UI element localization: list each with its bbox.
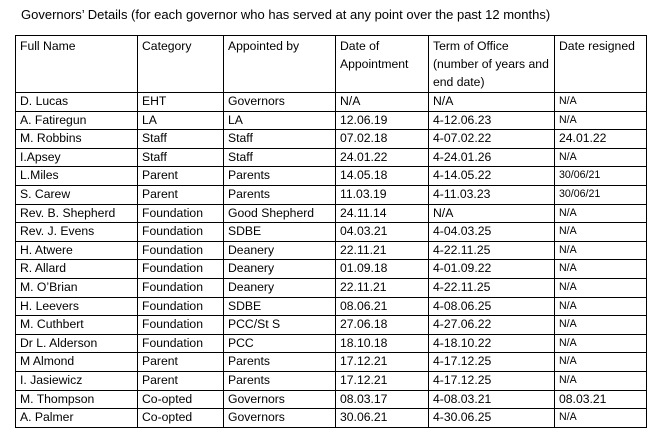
- cell-date-of-appointment: 11.03.19: [336, 185, 429, 204]
- table-row: [16, 278, 647, 297]
- column-header-category: Category: [138, 36, 224, 93]
- cell-full-name: Rev. B. Shepherd: [16, 204, 138, 223]
- table-row: [16, 204, 647, 223]
- cell-appointed-by: SDBE: [224, 297, 336, 316]
- cell-full-name: H. Atwere: [16, 241, 138, 260]
- cell-category: Parent: [138, 185, 224, 204]
- cell-term-of-office: 4-24.01.26: [429, 148, 555, 167]
- cell-date-resigned: N/A: [555, 148, 647, 167]
- column-header-date-of-appointment: Date of Appointment: [336, 36, 429, 93]
- table-row: [16, 260, 647, 279]
- cell-date-of-appointment: 30.06.21: [336, 409, 429, 428]
- table-row: [16, 334, 647, 353]
- cell-date-resigned: N/A: [555, 223, 647, 242]
- cell-term-of-office: 4-08.03.21: [429, 390, 555, 409]
- cell-date-resigned: 30/06/21: [555, 167, 647, 186]
- cell-term-of-office: 4-30.06.25: [429, 409, 555, 428]
- cell-category: Co-opted: [138, 390, 224, 409]
- cell-appointed-by: Parents: [224, 185, 336, 204]
- table-row: [16, 353, 647, 372]
- cell-date-of-appointment: 27.06.18: [336, 316, 429, 335]
- table-row: [16, 223, 647, 242]
- cell-date-resigned: 24.01.22: [555, 130, 647, 149]
- cell-date-resigned: N/A: [555, 278, 647, 297]
- cell-full-name: A. Fatiregun: [16, 111, 138, 130]
- cell-term-of-office: 4-14.05.22: [429, 167, 555, 186]
- cell-date-of-appointment: 12.06.19: [336, 111, 429, 130]
- cell-date-resigned: 30/06/21: [555, 185, 647, 204]
- cell-date-of-appointment: 14.05.18: [336, 167, 429, 186]
- cell-full-name: A. Palmer: [16, 409, 138, 428]
- cell-appointed-by: Deanery: [224, 241, 336, 260]
- cell-date-resigned: N/A: [555, 409, 647, 428]
- cell-category: Parent: [138, 371, 224, 390]
- cell-term-of-office: 4-08.06.25: [429, 297, 555, 316]
- cell-term-of-office: N/A: [429, 93, 555, 112]
- cell-category: Foundation: [138, 316, 224, 335]
- cell-date-of-appointment: 24.11.14: [336, 204, 429, 223]
- cell-term-of-office: 4-11.03.23: [429, 185, 555, 204]
- cell-category: EHT: [138, 93, 224, 112]
- table-row: [16, 148, 647, 167]
- cell-term-of-office: 4-17.12.25: [429, 353, 555, 372]
- column-header-appointed-by: Appointed by: [224, 36, 336, 93]
- cell-date-of-appointment: 22.11.21: [336, 241, 429, 260]
- cell-appointed-by: LA: [224, 111, 336, 130]
- cell-date-resigned: N/A: [555, 371, 647, 390]
- cell-date-of-appointment: 17.12.21: [336, 353, 429, 372]
- cell-term-of-office: N/A: [429, 204, 555, 223]
- cell-full-name: S. Carew: [16, 185, 138, 204]
- table-row: [16, 371, 647, 390]
- document-title: Governors’ Details (for each governor who has served at any point over the past 12 months): [21, 7, 551, 22]
- cell-full-name: Dr L. Alderson: [16, 334, 138, 353]
- cell-full-name: M. O’Brian: [16, 278, 138, 297]
- cell-full-name: L.Miles: [16, 167, 138, 186]
- table-row: [16, 167, 647, 186]
- cell-appointed-by: PCC: [224, 334, 336, 353]
- cell-full-name: Rev. J. Evens: [16, 223, 138, 242]
- column-header-full-name: Full Name: [16, 36, 138, 93]
- cell-full-name: D. Lucas: [16, 93, 138, 112]
- cell-date-resigned: N/A: [555, 241, 647, 260]
- column-header-term-of-office: Term of Office (number of years and end date): [429, 36, 555, 93]
- cell-full-name: M Almond: [16, 353, 138, 372]
- cell-category: Staff: [138, 130, 224, 149]
- cell-category: Foundation: [138, 204, 224, 223]
- cell-term-of-office: 4-07.02.22: [429, 130, 555, 149]
- cell-appointed-by: Governors: [224, 93, 336, 112]
- cell-appointed-by: Deanery: [224, 278, 336, 297]
- table-row: [16, 409, 647, 428]
- cell-term-of-office: 4-17.12.25: [429, 371, 555, 390]
- cell-date-resigned: N/A: [555, 204, 647, 223]
- table-row: [16, 390, 647, 409]
- cell-appointed-by: Deanery: [224, 260, 336, 279]
- table-row: [16, 130, 647, 149]
- cell-full-name: M. Robbins: [16, 130, 138, 149]
- cell-date-resigned: N/A: [555, 316, 647, 335]
- cell-appointed-by: Good Shepherd: [224, 204, 336, 223]
- cell-full-name: M. Cuthbert: [16, 316, 138, 335]
- cell-term-of-office: 4-22.11.25: [429, 241, 555, 260]
- cell-term-of-office: 4-22.11.25: [429, 278, 555, 297]
- table-row: [16, 316, 647, 335]
- table-row: [16, 241, 647, 260]
- cell-date-of-appointment: N/A: [336, 93, 429, 112]
- cell-date-resigned: N/A: [555, 353, 647, 372]
- cell-appointed-by: PCC/St S: [224, 316, 336, 335]
- cell-date-of-appointment: 01.09.18: [336, 260, 429, 279]
- cell-appointed-by: SDBE: [224, 223, 336, 242]
- cell-category: Foundation: [138, 278, 224, 297]
- cell-category: Staff: [138, 148, 224, 167]
- cell-date-of-appointment: 18.10.18: [336, 334, 429, 353]
- cell-date-resigned: N/A: [555, 297, 647, 316]
- cell-appointed-by: Parents: [224, 353, 336, 372]
- cell-date-resigned: N/A: [555, 93, 647, 112]
- column-header-date-resigned: Date resigned: [555, 36, 647, 93]
- governors-table: [15, 35, 647, 428]
- cell-category: Parent: [138, 167, 224, 186]
- cell-appointed-by: Governors: [224, 409, 336, 428]
- cell-date-of-appointment: 04.03.21: [336, 223, 429, 242]
- cell-date-resigned: N/A: [555, 111, 647, 130]
- cell-date-resigned: N/A: [555, 260, 647, 279]
- table-row: [16, 297, 647, 316]
- cell-full-name: R. Allard: [16, 260, 138, 279]
- table-row: [16, 93, 647, 112]
- cell-term-of-office: 4-01.09.22: [429, 260, 555, 279]
- cell-full-name: I. Jasiewicz: [16, 371, 138, 390]
- cell-category: LA: [138, 111, 224, 130]
- cell-category: Parent: [138, 353, 224, 372]
- cell-full-name: I.Apsey: [16, 148, 138, 167]
- cell-term-of-office: 4-18.10.22: [429, 334, 555, 353]
- table-row: [16, 185, 647, 204]
- cell-date-of-appointment: 08.06.21: [336, 297, 429, 316]
- cell-date-resigned: N/A: [555, 334, 647, 353]
- cell-term-of-office: 4-12.06.23: [429, 111, 555, 130]
- cell-category: Foundation: [138, 260, 224, 279]
- cell-category: Foundation: [138, 241, 224, 260]
- table-row: [16, 111, 647, 130]
- cell-appointed-by: Staff: [224, 130, 336, 149]
- cell-date-of-appointment: 17.12.21: [336, 371, 429, 390]
- cell-date-of-appointment: 22.11.21: [336, 278, 429, 297]
- cell-date-resigned: 08.03.21: [555, 390, 647, 409]
- cell-appointed-by: Staff: [224, 148, 336, 167]
- cell-category: Foundation: [138, 223, 224, 242]
- cell-category: Foundation: [138, 334, 224, 353]
- cell-appointed-by: Parents: [224, 371, 336, 390]
- cell-category: Foundation: [138, 297, 224, 316]
- cell-date-of-appointment: 24.01.22: [336, 148, 429, 167]
- cell-full-name: H. Leevers: [16, 297, 138, 316]
- cell-full-name: M. Thompson: [16, 390, 138, 409]
- header-row: [16, 36, 647, 93]
- cell-date-of-appointment: 08.03.17: [336, 390, 429, 409]
- cell-date-of-appointment: 07.02.18: [336, 130, 429, 149]
- cell-appointed-by: Parents: [224, 167, 336, 186]
- cell-appointed-by: Governors: [224, 390, 336, 409]
- cell-term-of-office: 4-04.03.25: [429, 223, 555, 242]
- cell-category: Co-opted: [138, 409, 224, 428]
- cell-term-of-office: 4-27.06.22: [429, 316, 555, 335]
